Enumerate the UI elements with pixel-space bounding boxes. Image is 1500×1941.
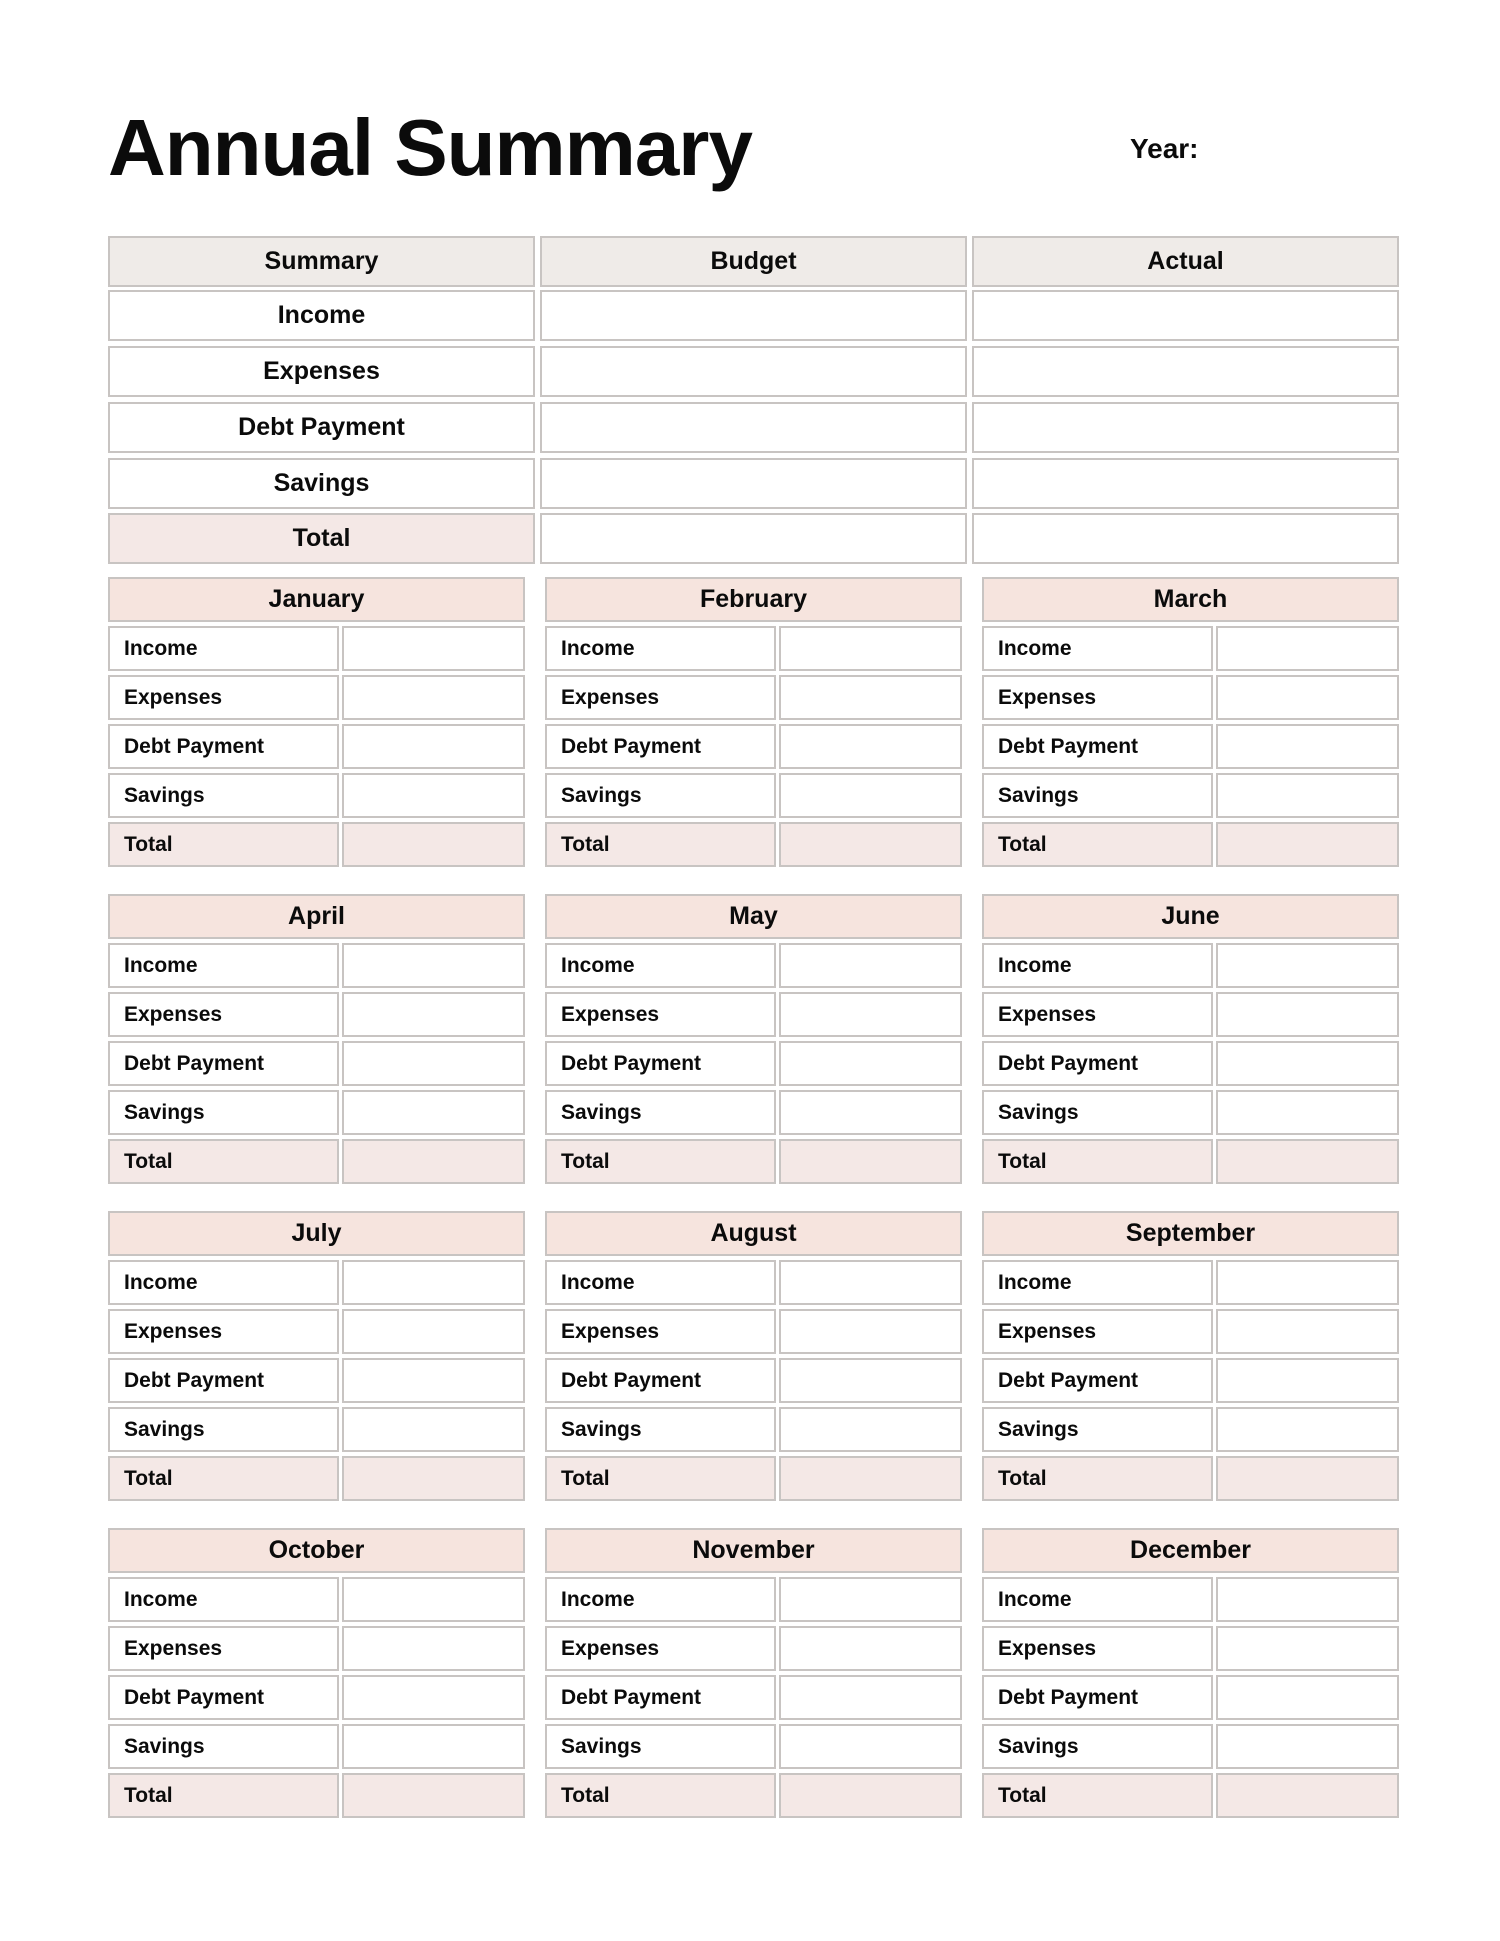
july-total-value-cell[interactable] (342, 1456, 525, 1501)
september-total-value-cell[interactable] (1216, 1456, 1399, 1501)
summary-budget-income-cell[interactable] (540, 290, 967, 341)
summary-budget-expenses-cell[interactable] (540, 346, 967, 397)
august-expenses-label: Expenses (545, 1309, 776, 1354)
june-income-value-cell[interactable] (1216, 943, 1399, 988)
december-savings-label: Savings (982, 1724, 1213, 1769)
march-debt-payment-label: Debt Payment (982, 724, 1213, 769)
december-debt-payment-value-cell[interactable] (1216, 1675, 1399, 1720)
july-savings-value-cell[interactable] (342, 1407, 525, 1452)
september-debt-payment-value-cell[interactable] (1216, 1358, 1399, 1403)
september-income-value-cell[interactable] (1216, 1260, 1399, 1305)
may-expenses-label: Expenses (545, 992, 776, 1037)
may-income-label: Income (545, 943, 776, 988)
april-savings-label: Savings (108, 1090, 339, 1135)
february-total-value-cell[interactable] (779, 822, 962, 867)
may-total-label: Total (545, 1139, 776, 1184)
june-total-label: Total (982, 1139, 1213, 1184)
october-income-value-cell[interactable] (342, 1577, 525, 1622)
may-savings-label: Savings (545, 1090, 776, 1135)
june-total-value-cell[interactable] (1216, 1139, 1399, 1184)
may-total-value-cell[interactable] (779, 1139, 962, 1184)
august-debt-payment-label: Debt Payment (545, 1358, 776, 1403)
march-expenses-label: Expenses (982, 675, 1213, 720)
summary-row-label-expenses: Expenses (108, 346, 535, 397)
month-header-september: September (982, 1211, 1399, 1256)
april-income-value-cell[interactable] (342, 943, 525, 988)
july-expenses-value-cell[interactable] (342, 1309, 525, 1354)
december-total-value-cell[interactable] (1216, 1773, 1399, 1818)
july-total-label: Total (108, 1456, 339, 1501)
summary-header-actual: Actual (972, 236, 1399, 287)
june-debt-payment-label: Debt Payment (982, 1041, 1213, 1086)
month-header-november: November (545, 1528, 962, 1573)
july-income-label: Income (108, 1260, 339, 1305)
may-debt-payment-value-cell[interactable] (779, 1041, 962, 1086)
april-total-label: Total (108, 1139, 339, 1184)
april-total-value-cell[interactable] (342, 1139, 525, 1184)
february-debt-payment-value-cell[interactable] (779, 724, 962, 769)
january-debt-payment-label: Debt Payment (108, 724, 339, 769)
june-savings-value-cell[interactable] (1216, 1090, 1399, 1135)
november-income-label: Income (545, 1577, 776, 1622)
august-income-label: Income (545, 1260, 776, 1305)
november-savings-label: Savings (545, 1724, 776, 1769)
summary-header-budget: Budget (540, 236, 967, 287)
month-header-january: January (108, 577, 525, 622)
summary-actual-expenses-cell[interactable] (972, 346, 1399, 397)
summary-actual-debt-payment-cell[interactable] (972, 402, 1399, 453)
september-income-label: Income (982, 1260, 1213, 1305)
july-income-value-cell[interactable] (342, 1260, 525, 1305)
january-expenses-value-cell[interactable] (342, 675, 525, 720)
summary-header-summary: Summary (108, 236, 535, 287)
october-debt-payment-label: Debt Payment (108, 1675, 339, 1720)
april-savings-value-cell[interactable] (342, 1090, 525, 1135)
summary-actual-savings-cell[interactable] (972, 458, 1399, 509)
october-savings-label: Savings (108, 1724, 339, 1769)
october-expenses-value-cell[interactable] (342, 1626, 525, 1671)
april-income-label: Income (108, 943, 339, 988)
september-debt-payment-label: Debt Payment (982, 1358, 1213, 1403)
august-savings-value-cell[interactable] (779, 1407, 962, 1452)
january-income-value-cell[interactable] (342, 626, 525, 671)
december-income-label: Income (982, 1577, 1213, 1622)
october-debt-payment-value-cell[interactable] (342, 1675, 525, 1720)
november-debt-payment-label: Debt Payment (545, 1675, 776, 1720)
april-expenses-label: Expenses (108, 992, 339, 1037)
october-income-label: Income (108, 1577, 339, 1622)
november-expenses-label: Expenses (545, 1626, 776, 1671)
march-income-label: Income (982, 626, 1213, 671)
december-savings-value-cell[interactable] (1216, 1724, 1399, 1769)
summary-row-label-debt-payment: Debt Payment (108, 402, 535, 453)
february-income-value-cell[interactable] (779, 626, 962, 671)
june-expenses-label: Expenses (982, 992, 1213, 1037)
november-savings-value-cell[interactable] (779, 1724, 962, 1769)
february-expenses-label: Expenses (545, 675, 776, 720)
september-savings-label: Savings (982, 1407, 1213, 1452)
january-expenses-label: Expenses (108, 675, 339, 720)
summary-budget-debt-payment-cell[interactable] (540, 402, 967, 453)
january-total-value-cell[interactable] (342, 822, 525, 867)
august-debt-payment-value-cell[interactable] (779, 1358, 962, 1403)
december-income-value-cell[interactable] (1216, 1577, 1399, 1622)
summary-row-label-income: Income (108, 290, 535, 341)
june-debt-payment-value-cell[interactable] (1216, 1041, 1399, 1086)
october-total-value-cell[interactable] (342, 1773, 525, 1818)
may-income-value-cell[interactable] (779, 943, 962, 988)
september-expenses-label: Expenses (982, 1309, 1213, 1354)
june-income-label: Income (982, 943, 1213, 988)
february-debt-payment-label: Debt Payment (545, 724, 776, 769)
december-total-label: Total (982, 1773, 1213, 1818)
january-total-label: Total (108, 822, 339, 867)
february-savings-label: Savings (545, 773, 776, 818)
summary-row-label-savings: Savings (108, 458, 535, 509)
october-savings-value-cell[interactable] (342, 1724, 525, 1769)
august-total-label: Total (545, 1456, 776, 1501)
february-total-label: Total (545, 822, 776, 867)
march-savings-value-cell[interactable] (1216, 773, 1399, 818)
september-expenses-value-cell[interactable] (1216, 1309, 1399, 1354)
month-header-april: April (108, 894, 525, 939)
november-debt-payment-value-cell[interactable] (779, 1675, 962, 1720)
month-header-august: August (545, 1211, 962, 1256)
summary-actual-income-cell[interactable] (972, 290, 1399, 341)
december-debt-payment-label: Debt Payment (982, 1675, 1213, 1720)
march-total-label: Total (982, 822, 1213, 867)
march-income-value-cell[interactable] (1216, 626, 1399, 671)
september-total-label: Total (982, 1456, 1213, 1501)
june-expenses-value-cell[interactable] (1216, 992, 1399, 1037)
december-expenses-value-cell[interactable] (1216, 1626, 1399, 1671)
august-savings-label: Savings (545, 1407, 776, 1452)
july-savings-label: Savings (108, 1407, 339, 1452)
january-debt-payment-value-cell[interactable] (342, 724, 525, 769)
november-income-value-cell[interactable] (779, 1577, 962, 1622)
october-expenses-label: Expenses (108, 1626, 339, 1671)
month-header-march: March (982, 577, 1399, 622)
july-debt-payment-label: Debt Payment (108, 1358, 339, 1403)
page-title: Annual Summary (108, 103, 752, 192)
month-header-july: July (108, 1211, 525, 1256)
november-total-value-cell[interactable] (779, 1773, 962, 1818)
february-savings-value-cell[interactable] (779, 773, 962, 818)
july-expenses-label: Expenses (108, 1309, 339, 1354)
april-debt-payment-value-cell[interactable] (342, 1041, 525, 1086)
may-expenses-value-cell[interactable] (779, 992, 962, 1037)
april-expenses-value-cell[interactable] (342, 992, 525, 1037)
summary-row-label-total: Total (108, 513, 535, 564)
september-savings-value-cell[interactable] (1216, 1407, 1399, 1452)
march-expenses-value-cell[interactable] (1216, 675, 1399, 720)
summary-budget-total-cell[interactable] (540, 513, 967, 564)
year-label: Year: (1130, 133, 1199, 164)
july-debt-payment-value-cell[interactable] (342, 1358, 525, 1403)
march-debt-payment-value-cell[interactable] (1216, 724, 1399, 769)
february-expenses-value-cell[interactable] (779, 675, 962, 720)
august-expenses-value-cell[interactable] (779, 1309, 962, 1354)
may-debt-payment-label: Debt Payment (545, 1041, 776, 1086)
march-savings-label: Savings (982, 773, 1213, 818)
december-expenses-label: Expenses (982, 1626, 1213, 1671)
november-total-label: Total (545, 1773, 776, 1818)
month-header-june: June (982, 894, 1399, 939)
february-income-label: Income (545, 626, 776, 671)
january-income-label: Income (108, 626, 339, 671)
month-header-may: May (545, 894, 962, 939)
january-savings-label: Savings (108, 773, 339, 818)
october-total-label: Total (108, 1773, 339, 1818)
april-debt-payment-label: Debt Payment (108, 1041, 339, 1086)
june-savings-label: Savings (982, 1090, 1213, 1135)
may-savings-value-cell[interactable] (779, 1090, 962, 1135)
august-total-value-cell[interactable] (779, 1456, 962, 1501)
summary-budget-savings-cell[interactable] (540, 458, 967, 509)
month-header-october: October (108, 1528, 525, 1573)
november-expenses-value-cell[interactable] (779, 1626, 962, 1671)
month-header-february: February (545, 577, 962, 622)
august-income-value-cell[interactable] (779, 1260, 962, 1305)
month-header-december: December (982, 1528, 1399, 1573)
summary-actual-total-cell[interactable] (972, 513, 1399, 564)
march-total-value-cell[interactable] (1216, 822, 1399, 867)
january-savings-value-cell[interactable] (342, 773, 525, 818)
